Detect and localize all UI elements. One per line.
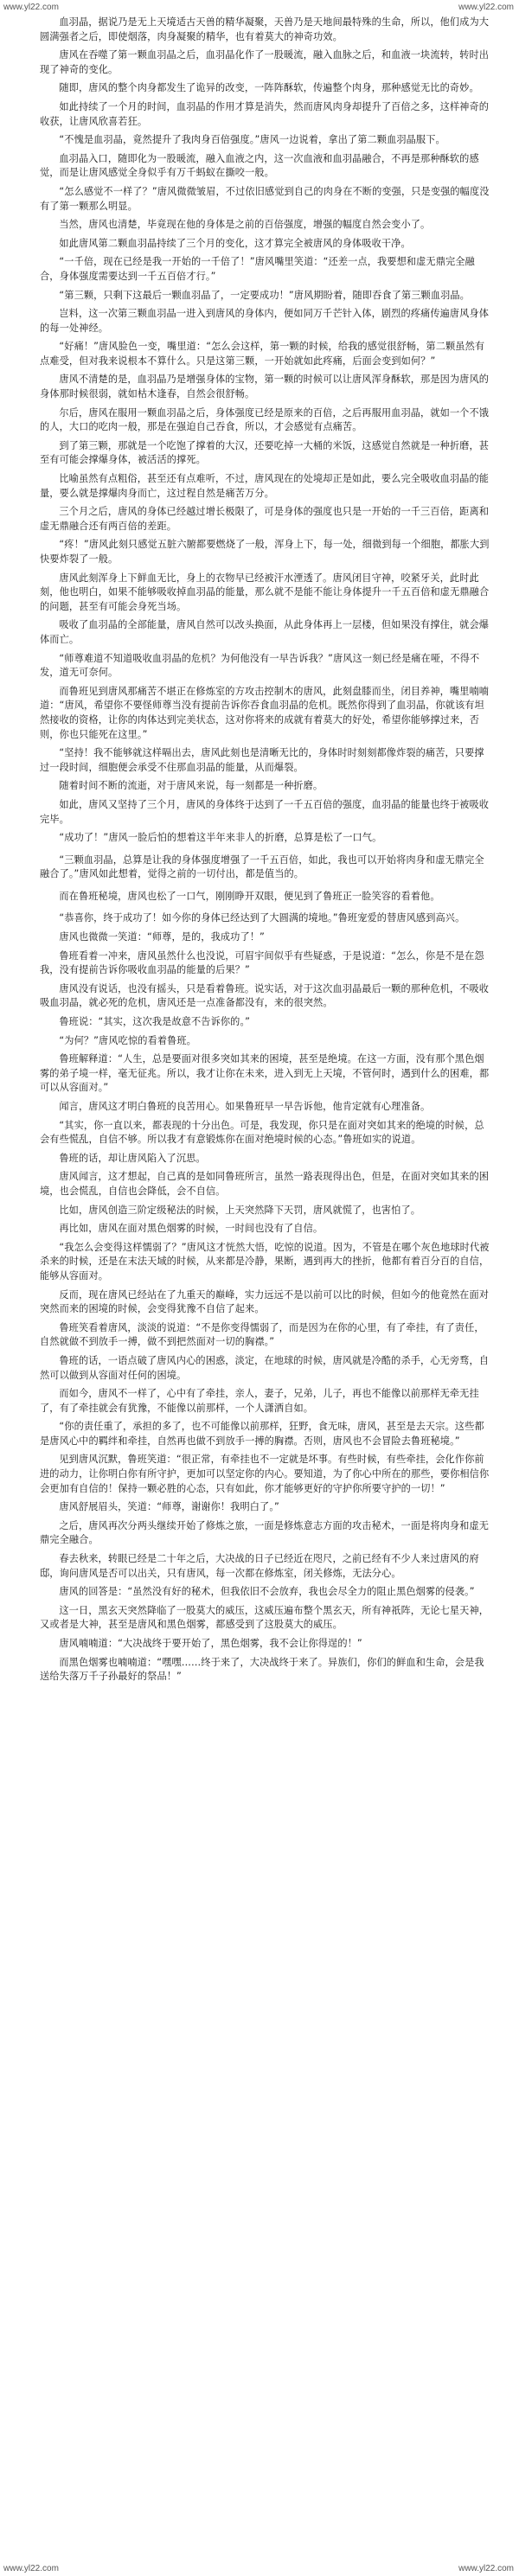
paragraph: 比如，唐风创造三阶定级秘法的时候，上天突然降下天罚，唐风就慌了，也害怕了。 — [59, 1204, 421, 1216]
paragraph: 随着时间不断的流逝，对于唐风来说，每一刻都是一种折磨。 — [59, 780, 324, 792]
watermark-top-left: www.yl22.com — [3, 3, 59, 12]
paragraph: 这一日，黑玄天突然降临了一股莫大的威压，这威压遍布整个黑玄天，所有神祇阵，无论七星天神，又或者是大神，甚至是唐风和黑色烟雾，都感受到了这股莫大的威压。 — [40, 1604, 490, 1631]
paragraph: 血羽晶，据说乃是无上天境适古天兽的精华凝聚，天兽乃是天地间最特殊的生命，所以，他们成为大圆满强者之后，即使烟落，肉身凝聚的精华，也有着莫大的神奇功效。 — [40, 16, 490, 42]
paragraph: 比喻虽然有点粗俗，甚至还有点难听，不过，唐风现在的处境却正是如此，要么完全吸收血羽晶的能量，要么就是撑爆肉身而亡，这过程自然是痛苦万分。 — [40, 473, 490, 499]
paragraph: “一千倍，现在已经是我一开始的一千倍了！”唐风嘴里笑道：“还差一点，我要想和虚无鼎完全融合，身体强度需要达到一千五百倍才行。” — [40, 256, 475, 282]
paragraph: “师尊难道不知道吸收血羽晶的危机？为何他没有一早告诉我？”唐风这一刻已经是痛在哑，不得不发，道无可奈何。 — [40, 652, 480, 679]
paragraph: 唐风的回答是：“虽然没有好的秘术，但我依旧不会放弃，我也会尽全力的阻止黑色烟雾的侵袭。” — [59, 1586, 475, 1598]
paragraph: 反而，现在唐风已经站在了九重天的巅峰，实力远远不是以前可以比的时候，但如今的他竟然在面对突然而来的困境的时候，会变得犹豫不自信了起来。 — [40, 1288, 490, 1315]
paragraph: “恭喜你，终于成功了！如今你的身体已经达到了大圆满的境地。”鲁班宠爱的替唐风感到高兴。 — [59, 912, 465, 924]
paragraph: 唐风不清楚的是，血羽晶乃是增强身体的宝物，第一颗的时候可以让唐风浑身酥软，那是因为唐风的身体那时候很弱，就如枯木逢春，自然会很舒畅。 — [40, 374, 490, 400]
paragraph: 鲁班的话，却让唐风陷入了沉思。 — [59, 1152, 206, 1164]
watermark-bottom-right: www.yl22.com — [458, 2564, 514, 2573]
paragraph: “第三颗，只剩下这最后一颗血羽晶了，一定要成功！”唐风期盼着，随即吞食了第三颗血羽晶。 — [59, 289, 470, 301]
paragraph: “成功了！”唐风一脸后怕的想着这半年来非人的折磨，总算是松了一口气。 — [59, 832, 382, 844]
paragraph: 唐风也微微一笑道：“师尊，是的，我成功了！” — [59, 931, 265, 943]
paragraph: 如此，唐风又坚持了三个月，唐风的身体终于达到了一千五百倍的强度，血羽晶的能量也终于被吸收完毕。 — [40, 798, 490, 825]
paragraph: 随即，唐风的整个肉身都发生了诡异的改变，一阵阵酥软，传遍整个肉身，那种感觉无比的奇妙。 — [59, 82, 479, 94]
paragraph: 鲁班的话，一语点破了唐风内心的困惑，淡定，在地球的时候，唐风就是冷酷的杀手，心无旁骛，自然可以做到从容面对任何的困境。 — [40, 1354, 490, 1381]
paragraph: “为何？”唐风吃惊的看着鲁班。 — [59, 1034, 196, 1046]
paragraph: 吸收了血羽晶的全部能量，唐风自然可以改头换面，从此身体再上一层楼，但如果没有撑住，就会爆体而亡。 — [40, 619, 490, 645]
paragraph: 血羽晶入口，随即化为一股暖流，融入血液之内，这一次血液和血羽晶融合，不再是那种酥软的感觉，而是让唐风感觉全身似乎有万千蚂蚁在撕咬一般。 — [40, 152, 479, 179]
paragraph: 而黑色烟雾也喃喃道：“嘿嘿……终于来了，大决战终于来了。异族们，你们的鲜血和生命，会是我送给失落万千子孙最好的祭品！” — [40, 1656, 484, 1683]
paragraph: 当然，唐风也清楚，毕竟现在他的身体是之前的百倍强度，增强的幅度自然会变小了。 — [59, 219, 431, 231]
paragraph: 唐风没有说话，也没有摇头，只是看着鲁班。说实话，对于这次血羽晶最后一颗的那种危机，不吸收吸血羽晶，就必死的危机，唐风还是一点准备都没有，来的很突然。 — [40, 982, 490, 1009]
paragraph: 鲁班解释道：“人生，总是要面对很多突如其来的困境，甚至是绝境。在这一方面，没有那个黑色烟雾的弟子境一样，毫无征兆。所以，我才让你在未来，进入到无上天境，不管何时，遇到什么的困难，都可以从容面对。” — [40, 1053, 490, 1094]
paragraph: 再比如，唐风在面对黑色烟雾的时候，一时间也没有了自信。 — [59, 1223, 324, 1235]
paragraph: 唐风喃喃道：“大决战终于要开始了，黑色烟雾，我不会让你得逞的！” — [59, 1638, 362, 1649]
paragraph: “三颗血羽晶，总算是让我的身体强度增强了一千五百倍，如此，我也可以开始将肉身和虚无鼎完全融合了。”唐风如此想着，觉得之前的一切付出，都是值当的。 — [40, 853, 484, 880]
paragraph: “好痛！”唐风脸色一变，嘴里道：“怎么会这样，第一颗的时候，给我的感觉很舒畅，第二颗虽然有点难受，但对我来说根本不算什么。只是这第三颗，一开始就如此疼痛，后面会变到如何？” — [40, 341, 485, 367]
paragraph: 如此持续了一个月的时间，血羽晶的作用才算是消失，然而唐风肉身却提升了百倍之多，这样神奇的收获，让唐风欣喜若狂。 — [40, 100, 490, 127]
article-body — [40, 16, 490, 1689]
watermark-top-right: www.yl22.com — [458, 3, 514, 12]
paragraph: 而鲁班见到唐风那痛苦不堪正在修炼室的方攻击控制木的唐风，此刻盘膝而坐，闭目养神，嘴里喃喃道：“唐风，希望你不要怪师尊当没有提前告诉你吞食血羽晶的危机。既然你得到了血羽晶，你就该有坦然接收的资格，让你的肉体达到完美状态，这对你将来的成就有着莫大的好处，希望你能够撑过来，否则，你也只能死在这里。” — [40, 685, 490, 740]
paragraph: 三个月之后，唐风的身体已经越过增长极限了，可是身体的强度也只是一开始的一千三百倍，距离和虚无鼎融合还有两百倍的差距。 — [40, 506, 490, 532]
paragraph: “怎么感觉不一样了？”唐风微微皱眉，不过依旧感觉到自己的肉身在不断的变强，只是变强的幅度没有了第一颗那么明显。 — [40, 185, 490, 212]
paragraph: 鲁班看着一冲来，唐风虽然什么也没说，可眉宇间似乎有些疑惑，于是说道：“怎么，你是不是在怨我，没有提前告诉你吸收血羽晶的能量的后果？” — [40, 949, 484, 976]
paragraph: 如此唐风第二颗血羽晶持续了三个月的变化，这才算完全被唐风的身体吸收干净。 — [59, 237, 411, 249]
watermark-bottom-left: www.yl22.com — [3, 2564, 59, 2573]
paragraph: “你的责任重了，承担的多了，也不可能像以前那样，狂野，食无味，唐风，甚至是去天宗。这些都是唐风心中的羁绊和牵挂，自然再也做不到放手一搏的胸襟。否则，唐风也不会冒险去鲁班秘境。” — [40, 1421, 484, 1447]
paragraph: 鲁班笑看着唐风，淡淡的说道：“不是你变得懦弱了，而是因为在你的心里，有了牵挂，有了责任，自然就做不到放手一搏，做不到把然面对一切的胸襟。” — [40, 1321, 484, 1348]
paragraph: “坚持！我不能够就这样嗝出去，唐风此刻也是清晰无比的，身体时时刻刻都像炸裂的痛苦，只要撑过一段时间，细胞便会承受不住那血羽晶的能量，从而爆裂。 — [40, 747, 484, 773]
paragraph: 岂料，这一次第三颗血羽晶一进入到唐风的身体内，便如同万千芒针入体，剧烈的疼痛传遍唐风身体的每一处神经。 — [40, 308, 490, 334]
paragraph: 而在鲁班秘境，唐风也松了一口气，刚刚睁开双眼，便见到了鲁班正一脸笑容的看着他。 — [59, 890, 440, 902]
paragraph: “我怎么会变得这样懦弱了？”唐风这才恍然大悟，吃惊的说道。因为，不管是在哪个灰色地球时代被杀来的时候，还是在末法天域的时候，从来都是冷静，果断，遇到再大的挫折，他都有着百分百的自信，能够从容面对。 — [40, 1241, 490, 1282]
paragraph: 见到唐风沉默，鲁班笑道：“很正常，有牵挂也不一定就是坏事。有些时候，有些牵挂，会化作你前进的动力，让你明白你有所守护，更加可以坚定你的内心。要知道，为了你心中所在的那些，要你相信你会更加有自信的！保持一颗必胜的心态，只有如此，你才能够更好的守护你所要守护的一切！” — [40, 1454, 490, 1494]
paragraph: 春去秋来，转眼已经是二十年之后，大决战的日子已经近在咫尺，之前已经有不少人来过唐风的府邸，询问唐风是否可以出关，只有唐风，每一次都在修炼室，闭关修炼，无法分心。 — [40, 1553, 479, 1579]
paragraph: 唐风舒展眉头，笑道：“师尊，谢谢你！我明白了。” — [59, 1501, 279, 1513]
paragraph: “其实，你一直以来，都表现的十分出色。可是，我发现，你只是在面对突如其来的绝境的时候，总会有些慌乱，自信不够。所以我才有意锻炼你在面对绝境时候的心态。”鲁班如实的说道。 — [40, 1119, 484, 1146]
paragraph: 而如今，唐风不一样了，心中有了牵挂，亲人，妻子，兄弟，儿子，再也不能像以前那样无牵无挂了，有了牵挂就会有犹豫，不能像以前那样，一个人潇洒自如。 — [40, 1388, 479, 1414]
paragraph: 唐风在吞噬了第一颗血羽晶之后，血羽晶化作了一股暖流，融入血脉之后，和血液一块流转，转时出现了神奇的变化。 — [40, 49, 490, 75]
paragraph: 闻言，唐风这才明白鲁班的良苦用心。如果鲁班早一早告诉他，他肯定就有心理准备。 — [59, 1101, 431, 1112]
paragraph: 唐风闻言，这才想起，自己真的是如同鲁班所言，虽然一路表现得出色，但是，在面对突如其来的困境，也会慌乱，自信也会降低，会不自信。 — [40, 1171, 490, 1197]
paragraph: 到了第三颗，那就是一个吃饱了撑着的大汉，还要吃掉一大桶的米饭，这感觉自然就是一种折磨，甚至有可能会撑爆身体，被活活的撑死。 — [40, 439, 490, 466]
paragraph: 之后，唐风再次分两头继续开始了修炼之旅，一面是修炼意志方面的攻击秘术，一面是将肉身和虚无鼎完全融合。 — [40, 1519, 490, 1546]
paragraph: “不愧是血羽晶，竟然提升了我肉身百倍强度。”唐风一边说着，拿出了第二颗血羽晶服下。 — [59, 134, 445, 146]
paragraph: 尔后，唐风在服用一颗血羽晶之后，身体强度已经是原来的百倍，之后再服用血羽晶，就如一个不饿的人，大口的吃肉一般，那是在强迫自己吞食，所以，才会感觉有点痛苦。 — [40, 406, 490, 433]
paragraph: “疼！”唐风此刻只感觉五脏六腑都要燃烧了一般，浑身上下，每一处，细微到每一个细胞，都胀大到快要炸裂了一般。 — [40, 539, 490, 565]
paragraph: 唐风此刻浑身上下鲜血无比，身上的衣物早已经被汗水湮透了。唐风闭目守神，咬紧牙关，此时此刻，他也明白，如果不能够吸收掉血羽晶的能量，那么就不是能不能让身体提升一千五百倍和虚无鼎融合的问题，甚至有可能会身死当场。 — [40, 572, 490, 612]
paragraph: 鲁班说：“其实，这次我是故意不告诉你的。” — [59, 1016, 251, 1028]
